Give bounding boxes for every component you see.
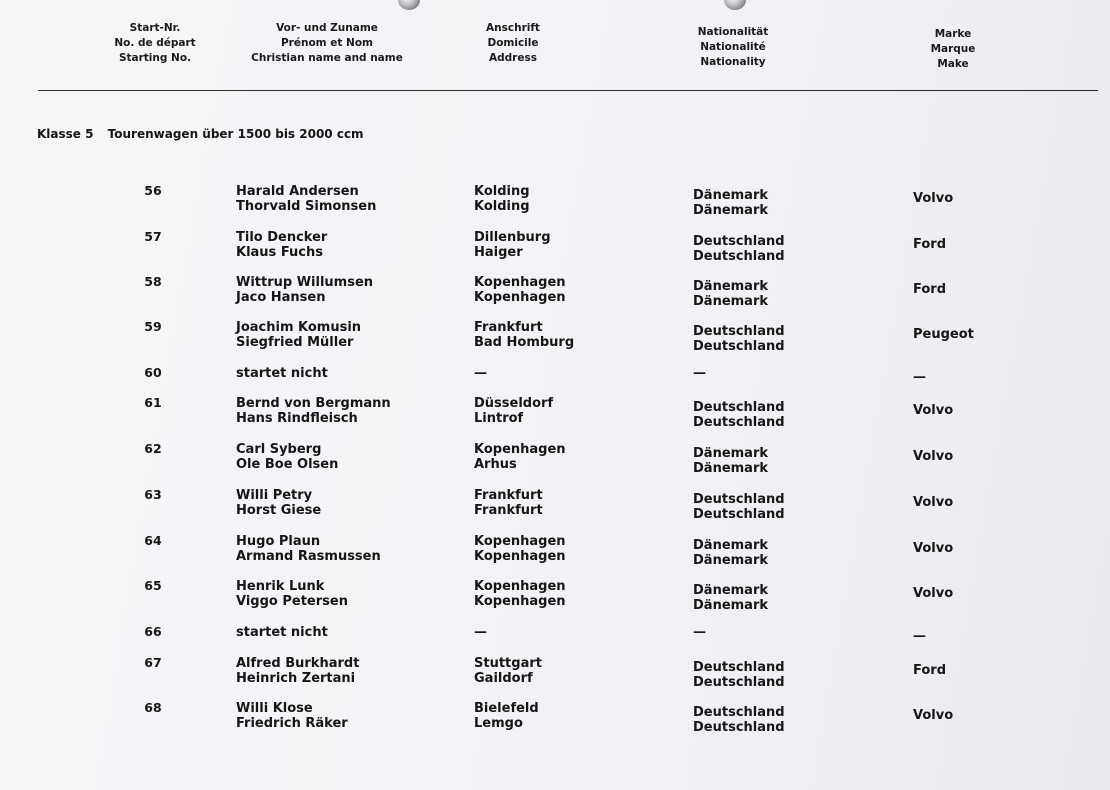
address: Lemgo bbox=[474, 716, 523, 731]
addresses bbox=[474, 396, 553, 426]
nationalities bbox=[693, 400, 785, 430]
address: Kopenhagen bbox=[474, 549, 566, 564]
header-text: Prénom et Nom bbox=[280, 37, 374, 49]
nationalities bbox=[693, 324, 785, 354]
driver-name: Siegfried Müller bbox=[236, 335, 354, 350]
addresses bbox=[474, 656, 542, 686]
driver-name: Carl Syberg bbox=[236, 442, 322, 457]
driver-name: Friedrich Räker bbox=[236, 716, 348, 731]
start-number: 63 bbox=[144, 487, 162, 502]
header-text: Make bbox=[937, 58, 969, 70]
nationality: Dänemark bbox=[693, 583, 769, 598]
address: Stuttgart bbox=[474, 656, 542, 671]
address: Frankfurt bbox=[474, 320, 543, 335]
nationalities bbox=[693, 492, 785, 522]
entry-row bbox=[0, 701, 1110, 741]
header-text: Nationalität bbox=[697, 26, 769, 38]
empty-dash: — bbox=[474, 366, 487, 381]
start-number: 64 bbox=[144, 533, 162, 548]
address: Bielefeld bbox=[474, 701, 539, 716]
address: Lintrof bbox=[474, 411, 524, 426]
nationality: Dänemark bbox=[693, 461, 769, 476]
driver-name: Wittrup Willumsen bbox=[236, 275, 374, 290]
header-text: Starting No. bbox=[118, 52, 192, 64]
driver-name: Willi Klose bbox=[236, 701, 313, 716]
car-make: Ford bbox=[913, 282, 947, 297]
header-divider bbox=[38, 90, 1098, 91]
header-text: Nationalité bbox=[700, 41, 766, 53]
nationality: Deutschland bbox=[693, 249, 785, 264]
empty-dash: — bbox=[693, 625, 706, 640]
car-make: Peugeot bbox=[913, 327, 974, 342]
nationalities bbox=[693, 705, 785, 735]
start-number: 66 bbox=[144, 624, 162, 639]
addresses bbox=[474, 230, 551, 260]
driver-names bbox=[236, 488, 321, 518]
header-text: Start-Nr. bbox=[129, 22, 181, 34]
address: Haiger bbox=[474, 245, 523, 260]
address: Kopenhagen bbox=[474, 290, 566, 305]
addresses bbox=[474, 701, 539, 731]
driver-name: Harald Andersen bbox=[236, 184, 359, 199]
driver-names bbox=[236, 320, 361, 350]
address: Kopenhagen bbox=[474, 442, 566, 457]
start-number: 62 bbox=[144, 441, 162, 456]
entry-row bbox=[0, 184, 1110, 224]
car-make: Ford bbox=[913, 663, 947, 678]
nationality: Deutschland bbox=[693, 720, 785, 735]
empty-dash: — bbox=[693, 366, 706, 381]
driver-name: Henrik Lunk bbox=[236, 579, 325, 594]
entry-row bbox=[0, 534, 1110, 574]
driver-names bbox=[236, 396, 391, 426]
addresses bbox=[474, 442, 566, 472]
nationality: Deutschland bbox=[693, 675, 785, 690]
header-text: No. de départ bbox=[114, 37, 196, 49]
nationality: Deutschland bbox=[693, 660, 785, 675]
entry-row bbox=[0, 396, 1110, 436]
driver-name: Hans Rindfleisch bbox=[236, 411, 358, 426]
driver-names bbox=[236, 184, 376, 214]
driver-name: Hugo Plaun bbox=[236, 534, 321, 549]
address: Kopenhagen bbox=[474, 275, 566, 290]
binder-hole bbox=[398, 0, 420, 10]
start-number: 67 bbox=[144, 655, 162, 670]
driver-names bbox=[236, 442, 338, 472]
nationality: Deutschland bbox=[693, 415, 785, 430]
driver-names bbox=[236, 366, 328, 381]
driver-name: Klaus Fuchs bbox=[236, 245, 324, 260]
header-name bbox=[247, 21, 407, 66]
status-note: startet nicht bbox=[236, 366, 328, 381]
nationality: Dänemark bbox=[693, 538, 769, 553]
nationality: Deutschland bbox=[693, 400, 785, 415]
driver-name: Viggo Petersen bbox=[236, 594, 348, 609]
nationality: Dänemark bbox=[693, 188, 769, 203]
class-number: 5 bbox=[85, 127, 94, 141]
header-text: Domicile bbox=[487, 37, 539, 49]
address: Kopenhagen bbox=[474, 534, 566, 549]
driver-names bbox=[236, 230, 327, 260]
car-make: — bbox=[913, 370, 926, 385]
class-label: Klasse bbox=[37, 127, 81, 141]
nationality: Deutschland bbox=[693, 339, 785, 354]
entry-row bbox=[0, 275, 1110, 315]
addresses bbox=[474, 275, 566, 305]
car-make: Volvo bbox=[913, 403, 954, 418]
car-make: Volvo bbox=[913, 495, 954, 510]
start-number: 56 bbox=[144, 183, 162, 198]
nationalities bbox=[693, 583, 768, 613]
entry-row bbox=[0, 442, 1110, 482]
driver-name: Ole Boe Olsen bbox=[236, 457, 339, 472]
nationalities bbox=[693, 234, 785, 264]
header-text: Vor- und Zuname bbox=[276, 22, 378, 34]
nationalities bbox=[693, 660, 785, 690]
nationality: Dänemark bbox=[693, 294, 769, 309]
entry-row bbox=[0, 320, 1110, 360]
status-note: startet nicht bbox=[236, 625, 328, 640]
addresses bbox=[474, 534, 566, 564]
nationalities bbox=[693, 279, 768, 309]
addresses bbox=[474, 488, 543, 518]
nationality: Deutschland bbox=[693, 507, 785, 522]
header-nationality bbox=[688, 25, 778, 70]
nationality: Dänemark bbox=[693, 279, 769, 294]
driver-name: Thorvald Simonsen bbox=[236, 199, 377, 214]
nationality: Deutschland bbox=[693, 324, 785, 339]
driver-name: Bernd von Bergmann bbox=[236, 396, 391, 411]
addresses bbox=[474, 184, 530, 214]
nationalities bbox=[693, 625, 706, 640]
address: Kopenhagen bbox=[474, 594, 566, 609]
driver-names bbox=[236, 656, 359, 686]
nationalities bbox=[693, 366, 706, 381]
header-text: Anschrift bbox=[486, 22, 540, 34]
nationalities bbox=[693, 188, 768, 218]
addresses bbox=[474, 625, 487, 640]
car-make: — bbox=[913, 629, 926, 644]
driver-names bbox=[236, 275, 373, 305]
driver-name: Joachim Komusin bbox=[236, 320, 362, 335]
addresses bbox=[474, 366, 487, 381]
nationality: Deutschland bbox=[693, 705, 785, 720]
header-text: Christian name and name bbox=[251, 52, 403, 64]
driver-names bbox=[236, 579, 348, 609]
driver-names bbox=[236, 625, 328, 640]
driver-name: Jaco Hansen bbox=[236, 290, 326, 305]
address: Kolding bbox=[474, 199, 530, 214]
driver-name: Alfred Burkhardt bbox=[236, 656, 360, 671]
nationalities bbox=[693, 446, 768, 476]
address: Arhus bbox=[474, 457, 517, 472]
header-text: Nationality bbox=[700, 56, 766, 68]
address: Frankfurt bbox=[474, 503, 543, 518]
address: Gaildorf bbox=[474, 671, 533, 686]
driver-name: Willi Petry bbox=[236, 488, 313, 503]
address: Bad Homburg bbox=[474, 335, 575, 350]
class-heading bbox=[37, 127, 364, 141]
car-make: Ford bbox=[913, 237, 947, 252]
address: Frankfurt bbox=[474, 488, 543, 503]
binder-hole bbox=[724, 0, 746, 10]
car-make: Volvo bbox=[913, 449, 954, 464]
addresses bbox=[474, 579, 566, 609]
entry-row bbox=[0, 488, 1110, 528]
address: Dillenburg bbox=[474, 230, 551, 245]
nationality: Dänemark bbox=[693, 446, 769, 461]
nationality: Deutschland bbox=[693, 234, 785, 249]
car-make: Volvo bbox=[913, 708, 954, 723]
entry-row bbox=[0, 230, 1110, 270]
car-make: Volvo bbox=[913, 586, 954, 601]
nationality: Dänemark bbox=[693, 598, 769, 613]
start-number: 57 bbox=[144, 229, 162, 244]
nationality: Dänemark bbox=[693, 553, 769, 568]
start-number: 58 bbox=[144, 274, 162, 289]
car-make: Volvo bbox=[913, 541, 954, 556]
addresses bbox=[474, 320, 574, 350]
address: Kolding bbox=[474, 184, 530, 199]
header-make bbox=[918, 27, 988, 72]
car-make: Volvo bbox=[913, 191, 954, 206]
address: Düsseldorf bbox=[474, 396, 554, 411]
empty-dash: — bbox=[474, 625, 487, 640]
start-number: 60 bbox=[144, 365, 162, 380]
nationalities bbox=[693, 538, 768, 568]
driver-names bbox=[236, 701, 348, 731]
start-number: 68 bbox=[144, 700, 162, 715]
driver-name: Horst Giese bbox=[236, 503, 322, 518]
driver-name: Tilo Dencker bbox=[236, 230, 328, 245]
header-text: Marque bbox=[930, 43, 976, 55]
header-address bbox=[473, 21, 553, 66]
driver-name: Heinrich Zertani bbox=[236, 671, 356, 686]
driver-names bbox=[236, 534, 381, 564]
header-text: Address bbox=[489, 52, 537, 64]
start-number: 61 bbox=[144, 395, 162, 410]
address: Kopenhagen bbox=[474, 579, 566, 594]
entry-row bbox=[0, 656, 1110, 696]
nationality: Deutschland bbox=[693, 492, 785, 507]
start-number: 59 bbox=[144, 319, 162, 334]
class-description: Tourenwagen über 1500 bis 2000 ccm bbox=[107, 127, 364, 141]
driver-name: Armand Rasmussen bbox=[236, 549, 381, 564]
nationality: Dänemark bbox=[693, 203, 769, 218]
header-start-no bbox=[100, 21, 210, 66]
header-text: Marke bbox=[934, 28, 972, 40]
entry-row bbox=[0, 579, 1110, 619]
start-number: 65 bbox=[144, 578, 162, 593]
